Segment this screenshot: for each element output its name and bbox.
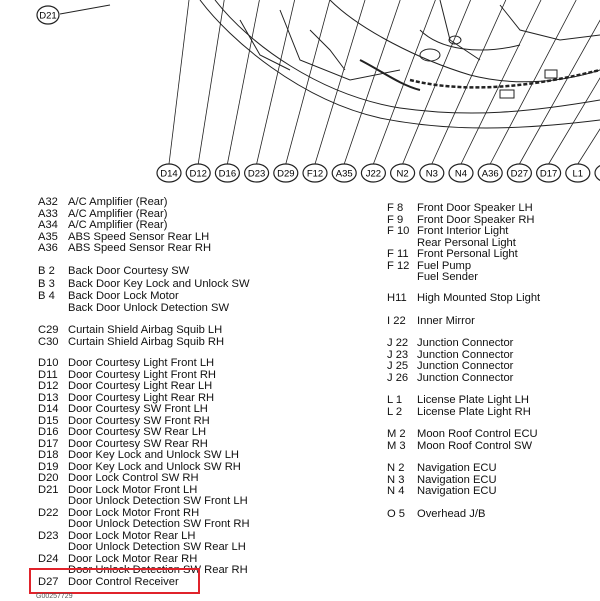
- component-name: A/C Amplifier (Rear): [68, 219, 168, 231]
- component-code: D16: [38, 426, 59, 438]
- connector-callout: [274, 164, 298, 182]
- component-name: Junction Connector: [417, 337, 514, 349]
- component-name: Back Door Unlock Detection SW: [68, 301, 230, 314]
- component-code: O 5: [387, 508, 406, 520]
- component-name: Door Lock Control SW RH: [68, 472, 199, 484]
- component-name: Moon Roof Control ECU: [417, 428, 538, 440]
- connector-label: A36: [481, 168, 499, 180]
- connector-label: D16: [218, 168, 237, 180]
- component-code: D20: [38, 472, 59, 484]
- component-name: Door Courtesy Light Front LH: [68, 357, 215, 369]
- component-code: A35: [38, 230, 58, 243]
- connector-callout: [537, 164, 561, 182]
- component-name: Door Courtesy SW Rear RH: [68, 437, 208, 450]
- highlight-box: [29, 568, 200, 594]
- connector-label: N3: [425, 168, 438, 180]
- component-name: Door Courtesy Light Front RH: [68, 368, 216, 381]
- component-name: Door Unlock Detection SW Front RH: [68, 518, 250, 530]
- component-code: D21: [38, 483, 59, 496]
- leader-line: [373, 0, 435, 164]
- component-name: Back Door Lock Motor: [68, 290, 179, 302]
- component-code: D23: [38, 529, 59, 542]
- component-code: D15: [38, 414, 59, 427]
- component-name: Door Lock Motor Front RH: [68, 506, 200, 519]
- leader-line: [578, 0, 600, 164]
- leader-line: [198, 0, 224, 164]
- callout-d21: [37, 6, 59, 24]
- leader-line: [432, 0, 506, 164]
- component-name: Door Unlock Detection SW Rear RH: [68, 564, 248, 576]
- leader-line: [549, 0, 600, 164]
- component-name: High Mounted Stop Light: [417, 292, 541, 304]
- component-name: Front Door Speaker LH: [417, 202, 533, 214]
- component-code: D18: [38, 449, 59, 461]
- component-name: Front Interior Light: [417, 225, 509, 237]
- connector-callout: [332, 164, 356, 182]
- component-code: F 8: [387, 202, 404, 214]
- leader-line: [286, 0, 330, 164]
- component-name: A/C Amplifier (Rear): [68, 196, 168, 208]
- component-name: Junction Connector: [417, 360, 514, 372]
- component-name: Navigation ECU: [417, 462, 497, 474]
- component-name: Rear Personal Light: [417, 236, 516, 249]
- connector-label: D27: [510, 168, 529, 180]
- component-name: Back Door Key Lock and Unlock SW: [68, 278, 250, 290]
- component-code: B 3: [38, 278, 55, 290]
- component-code: N 4: [387, 485, 405, 497]
- component-code: L 1: [387, 394, 403, 406]
- component-code: D17: [38, 437, 59, 450]
- component-name: Front Personal Light: [417, 248, 518, 260]
- component-code: F 12: [387, 259, 410, 272]
- component-name: Door Control Receiver: [68, 576, 179, 588]
- component-code: J 23: [387, 348, 409, 361]
- component-code: B 2: [38, 265, 55, 277]
- component-name: Inner Mirror: [417, 315, 475, 327]
- connector-callout: [449, 164, 473, 182]
- connector-label: D17: [539, 168, 558, 180]
- connector-callout: [595, 164, 600, 182]
- component-name: Door Courtesy SW Front RH: [68, 414, 210, 427]
- component-code: B 4: [38, 290, 55, 302]
- component-name: Door Lock Motor Front LH: [68, 483, 198, 496]
- leader-line: [315, 0, 365, 164]
- component-name: License Plate Light RH: [417, 405, 531, 418]
- top-callout-leader: [60, 5, 110, 14]
- component-code: M 2: [387, 428, 406, 440]
- component-code: M 3: [387, 439, 406, 452]
- component-code: D12: [38, 380, 59, 392]
- component-code: J 26: [387, 371, 409, 384]
- component-code: F 10: [387, 225, 410, 237]
- connector-label: N2: [396, 168, 409, 180]
- leader-line: [344, 0, 400, 164]
- component-code: H11: [387, 292, 407, 304]
- component-code: F 11: [387, 248, 409, 260]
- component-code: D10: [38, 357, 59, 369]
- vehicle-harness-drawing: [0, 0, 600, 200]
- callout-label: D21: [39, 10, 57, 22]
- connector-callout: [186, 164, 210, 182]
- connector-callout: [157, 164, 181, 182]
- connector-label: D29: [277, 168, 295, 180]
- component-code: J 25: [387, 360, 409, 372]
- component-code: D24: [38, 552, 59, 565]
- leader-line: [227, 0, 259, 164]
- leader-line: [169, 0, 189, 164]
- component-name: Junction Connector: [417, 371, 514, 384]
- component-code: D11: [38, 368, 58, 381]
- document-id: G00257729: [36, 593, 73, 600]
- connector-callout: [245, 164, 269, 182]
- component-code: D22: [38, 506, 59, 519]
- connector-callout: [478, 164, 502, 182]
- connector-label: A35: [335, 168, 353, 180]
- component-code: A36: [38, 242, 58, 254]
- component-code: D13: [38, 391, 59, 404]
- connector-callouts: [37, 6, 600, 182]
- connector-callout: [361, 164, 385, 182]
- component-name: Door Courtesy Light Rear LH: [68, 380, 213, 392]
- component-name: Door Courtesy SW Rear LH: [68, 426, 207, 438]
- component-code: I 22: [387, 315, 406, 327]
- component-code: D19: [38, 460, 59, 473]
- component-name: Door Unlock Detection SW Rear LH: [68, 541, 246, 553]
- connector-label: D12: [189, 168, 207, 180]
- component-name: Navigation ECU: [417, 485, 497, 497]
- car-body-outline: [200, 0, 600, 128]
- component-name: Door Courtesy Light Rear RH: [68, 391, 215, 404]
- component-name: Junction Connector: [417, 348, 514, 361]
- component-code: A33: [38, 207, 58, 220]
- connector-callout: [215, 164, 239, 182]
- component-code: N 2: [387, 462, 405, 474]
- component-name: ABS Speed Sensor Rear LH: [68, 230, 210, 243]
- component-name: Curtain Shield Airbag Squib RH: [68, 335, 225, 348]
- component-name: Door Lock Motor Rear LH: [68, 529, 196, 542]
- component-name: ABS Speed Sensor Rear RH: [68, 242, 212, 254]
- connector-callout: [303, 164, 327, 182]
- component-name: Fuel Pump: [417, 259, 472, 272]
- connector-callout: [507, 164, 531, 182]
- component-name: Front Door Speaker RH: [417, 213, 535, 226]
- component-code: A32: [38, 196, 58, 208]
- component-code: D27: [38, 576, 59, 588]
- connector-callout: [566, 164, 590, 182]
- component-name: Overhead J/B: [417, 508, 486, 520]
- component-name: Door Unlock Detection SW Front LH: [68, 495, 248, 507]
- connector-callout: [420, 164, 444, 182]
- component-name: License Plate Light LH: [417, 394, 529, 406]
- component-code: N 3: [387, 473, 405, 486]
- component-name: Navigation ECU: [417, 473, 497, 486]
- connector-label: J22: [365, 168, 382, 180]
- component-code: C29: [38, 324, 59, 336]
- component-code: F 9: [387, 213, 404, 226]
- connector-label: L1: [572, 168, 584, 180]
- component-code: L 2: [387, 405, 403, 418]
- leader-line: [257, 0, 295, 164]
- component-name: Fuel Sender: [417, 271, 478, 283]
- component-code: A34: [38, 219, 58, 231]
- component-code: J 22: [387, 337, 409, 349]
- component-name: Door Key Lock and Unlock SW RH: [68, 460, 241, 473]
- connector-label: F12: [306, 168, 324, 180]
- connector-label: N4: [454, 168, 468, 180]
- component-name: Door Lock Motor Rear RH: [68, 552, 198, 565]
- component-name: Moon Roof Control SW: [417, 439, 533, 452]
- connector-label: D14: [160, 168, 178, 180]
- leader-line: [403, 0, 471, 164]
- connector-callout: [391, 164, 415, 182]
- component-name: Back Door Courtesy SW: [68, 265, 190, 277]
- component-name: Door Key Lock and Unlock SW LH: [68, 449, 239, 461]
- component-name: A/C Amplifier (Rear): [68, 207, 168, 220]
- component-code: D14: [38, 403, 59, 415]
- component-name: Door Courtesy SW Front LH: [68, 403, 208, 415]
- connector-label: D23: [247, 168, 266, 180]
- component-name: Curtain Shield Airbag Squib LH: [68, 324, 223, 336]
- component-code: C30: [38, 335, 59, 348]
